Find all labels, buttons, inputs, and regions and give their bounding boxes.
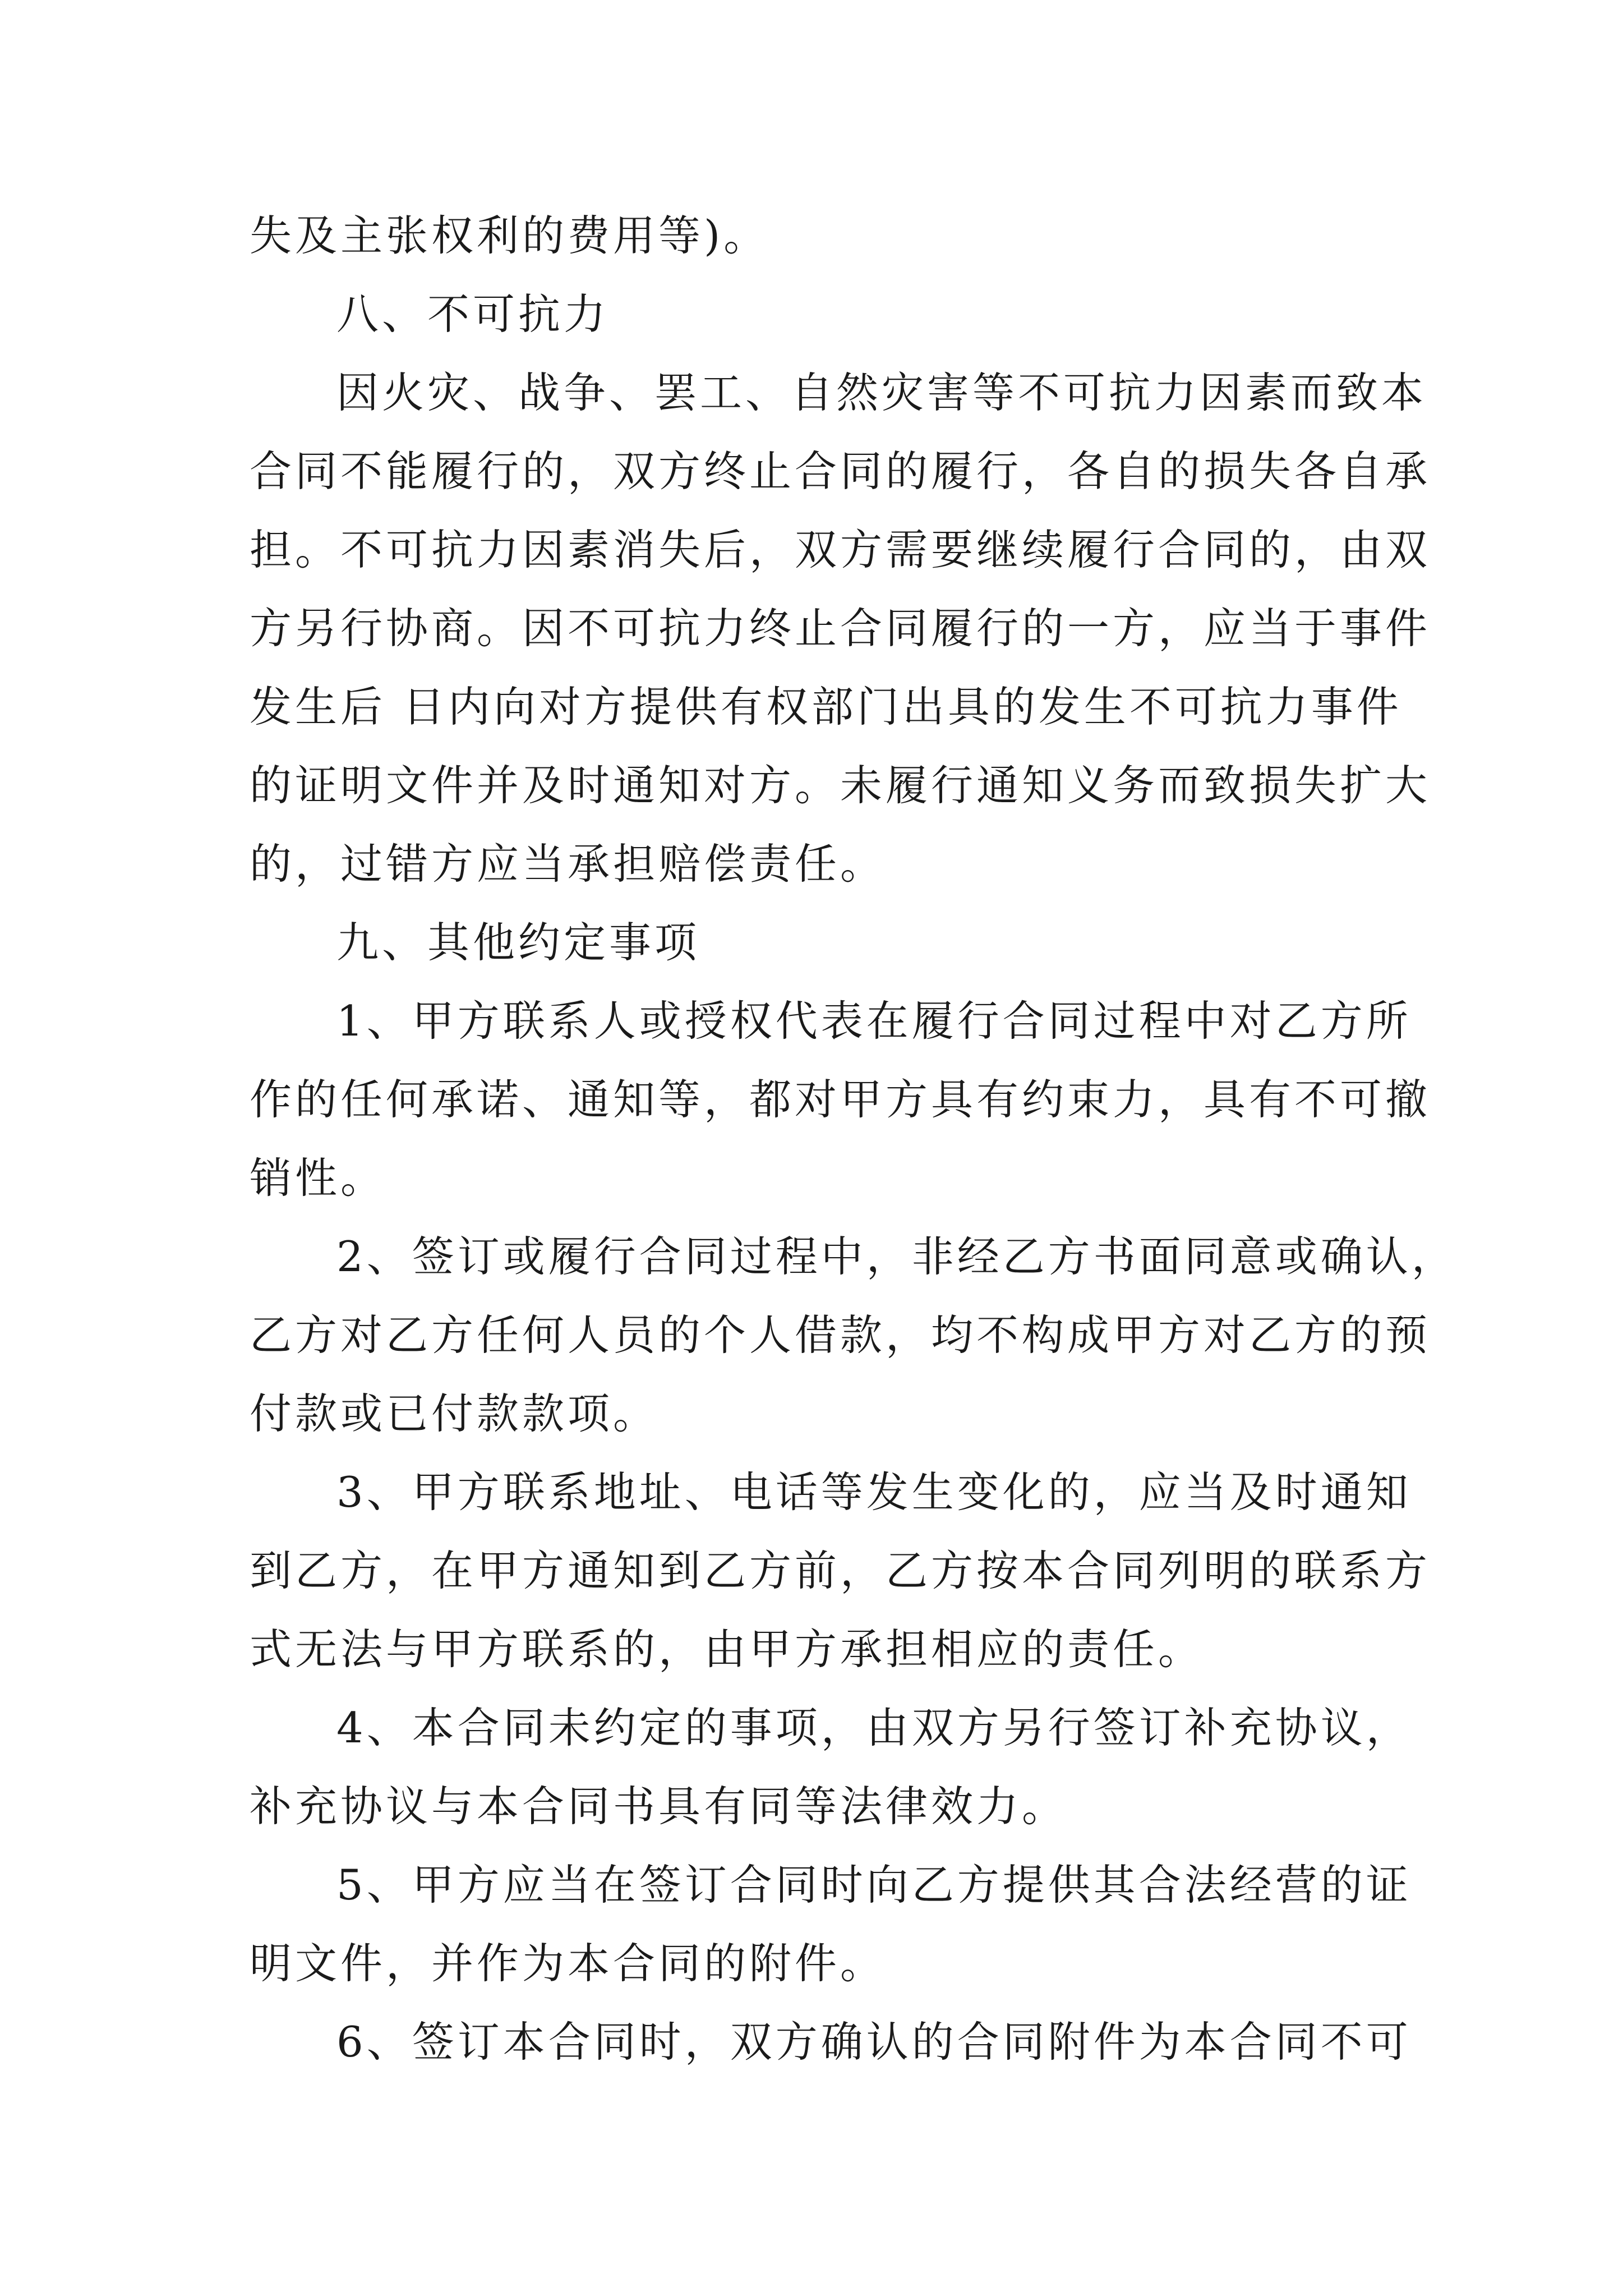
text-line: 1、甲方联系人或授权代表在履行合同过程中对乙方所 [336,996,1412,1046]
text-line: 乙方对乙方任何人员的个人借款，均不构成甲方对乙方的预 [250,1310,1431,1360]
text-line: 5、甲方应当在签订合同时向乙方提供其合法经营的证 [336,1860,1412,1910]
text-line: 式无法与甲方联系的，由甲方承担相应的责任。 [250,1625,1204,1674]
text-line: 6、签订本合同时，双方确认的合同附件为本合同不可 [336,2017,1412,2067]
text-line: 4、本合同未约定的事项，由双方另行签订补充协议， [336,1703,1412,1752]
text-line: 失及主张权利的费用等)。 [250,211,769,260]
text-line: 补充协议与本合同书具有同等法律效力。 [250,1782,1068,1831]
text-line: 明文件，并作为本合同的附件。 [250,1939,886,1988]
text-line: 的证明文件并及时通知对方。未履行通知义务而致损失扩大 [250,761,1431,810]
text-line: 方另行协商。因不可抗力终止合同履行的一方，应当于事件 [250,604,1431,653]
text-line: 作的任何承诺、通知等，都对甲方具有约束力，具有不可撤 [250,1075,1431,1124]
text-line: 销性。 [250,1153,386,1203]
section-heading: 八、不可抗力 [336,289,610,339]
text-line: 担。不可抗力因素消失后，双方需要继续履行合同的，由双 [250,525,1431,574]
text-line: 因火灾、战争、罢工、自然灾害等不可抗力因素而致本 [336,368,1427,417]
text-line: 的，过错方应当承担赔偿责任。 [250,839,886,889]
text-line: 合同不能履行的，双方终止合同的履行，各自的损失各自承 [250,447,1431,496]
text-line: 到乙方，在甲方通知到乙方前，乙方按本合同列明的联系方 [250,1546,1431,1595]
text-line: 付款或已付款款项。 [250,1389,659,1438]
section-heading: 九、其他约定事项 [336,918,700,967]
text-line: 2、签订或履行合同过程中，非经乙方书面同意或确认， [336,1232,1457,1281]
text-line: 发生后 日内向对方提供有权部门出具的发生不可抗力事件 [250,682,1402,731]
text-line: 3、甲方联系地址、电话等发生变化的，应当及时通知 [336,1467,1412,1517]
